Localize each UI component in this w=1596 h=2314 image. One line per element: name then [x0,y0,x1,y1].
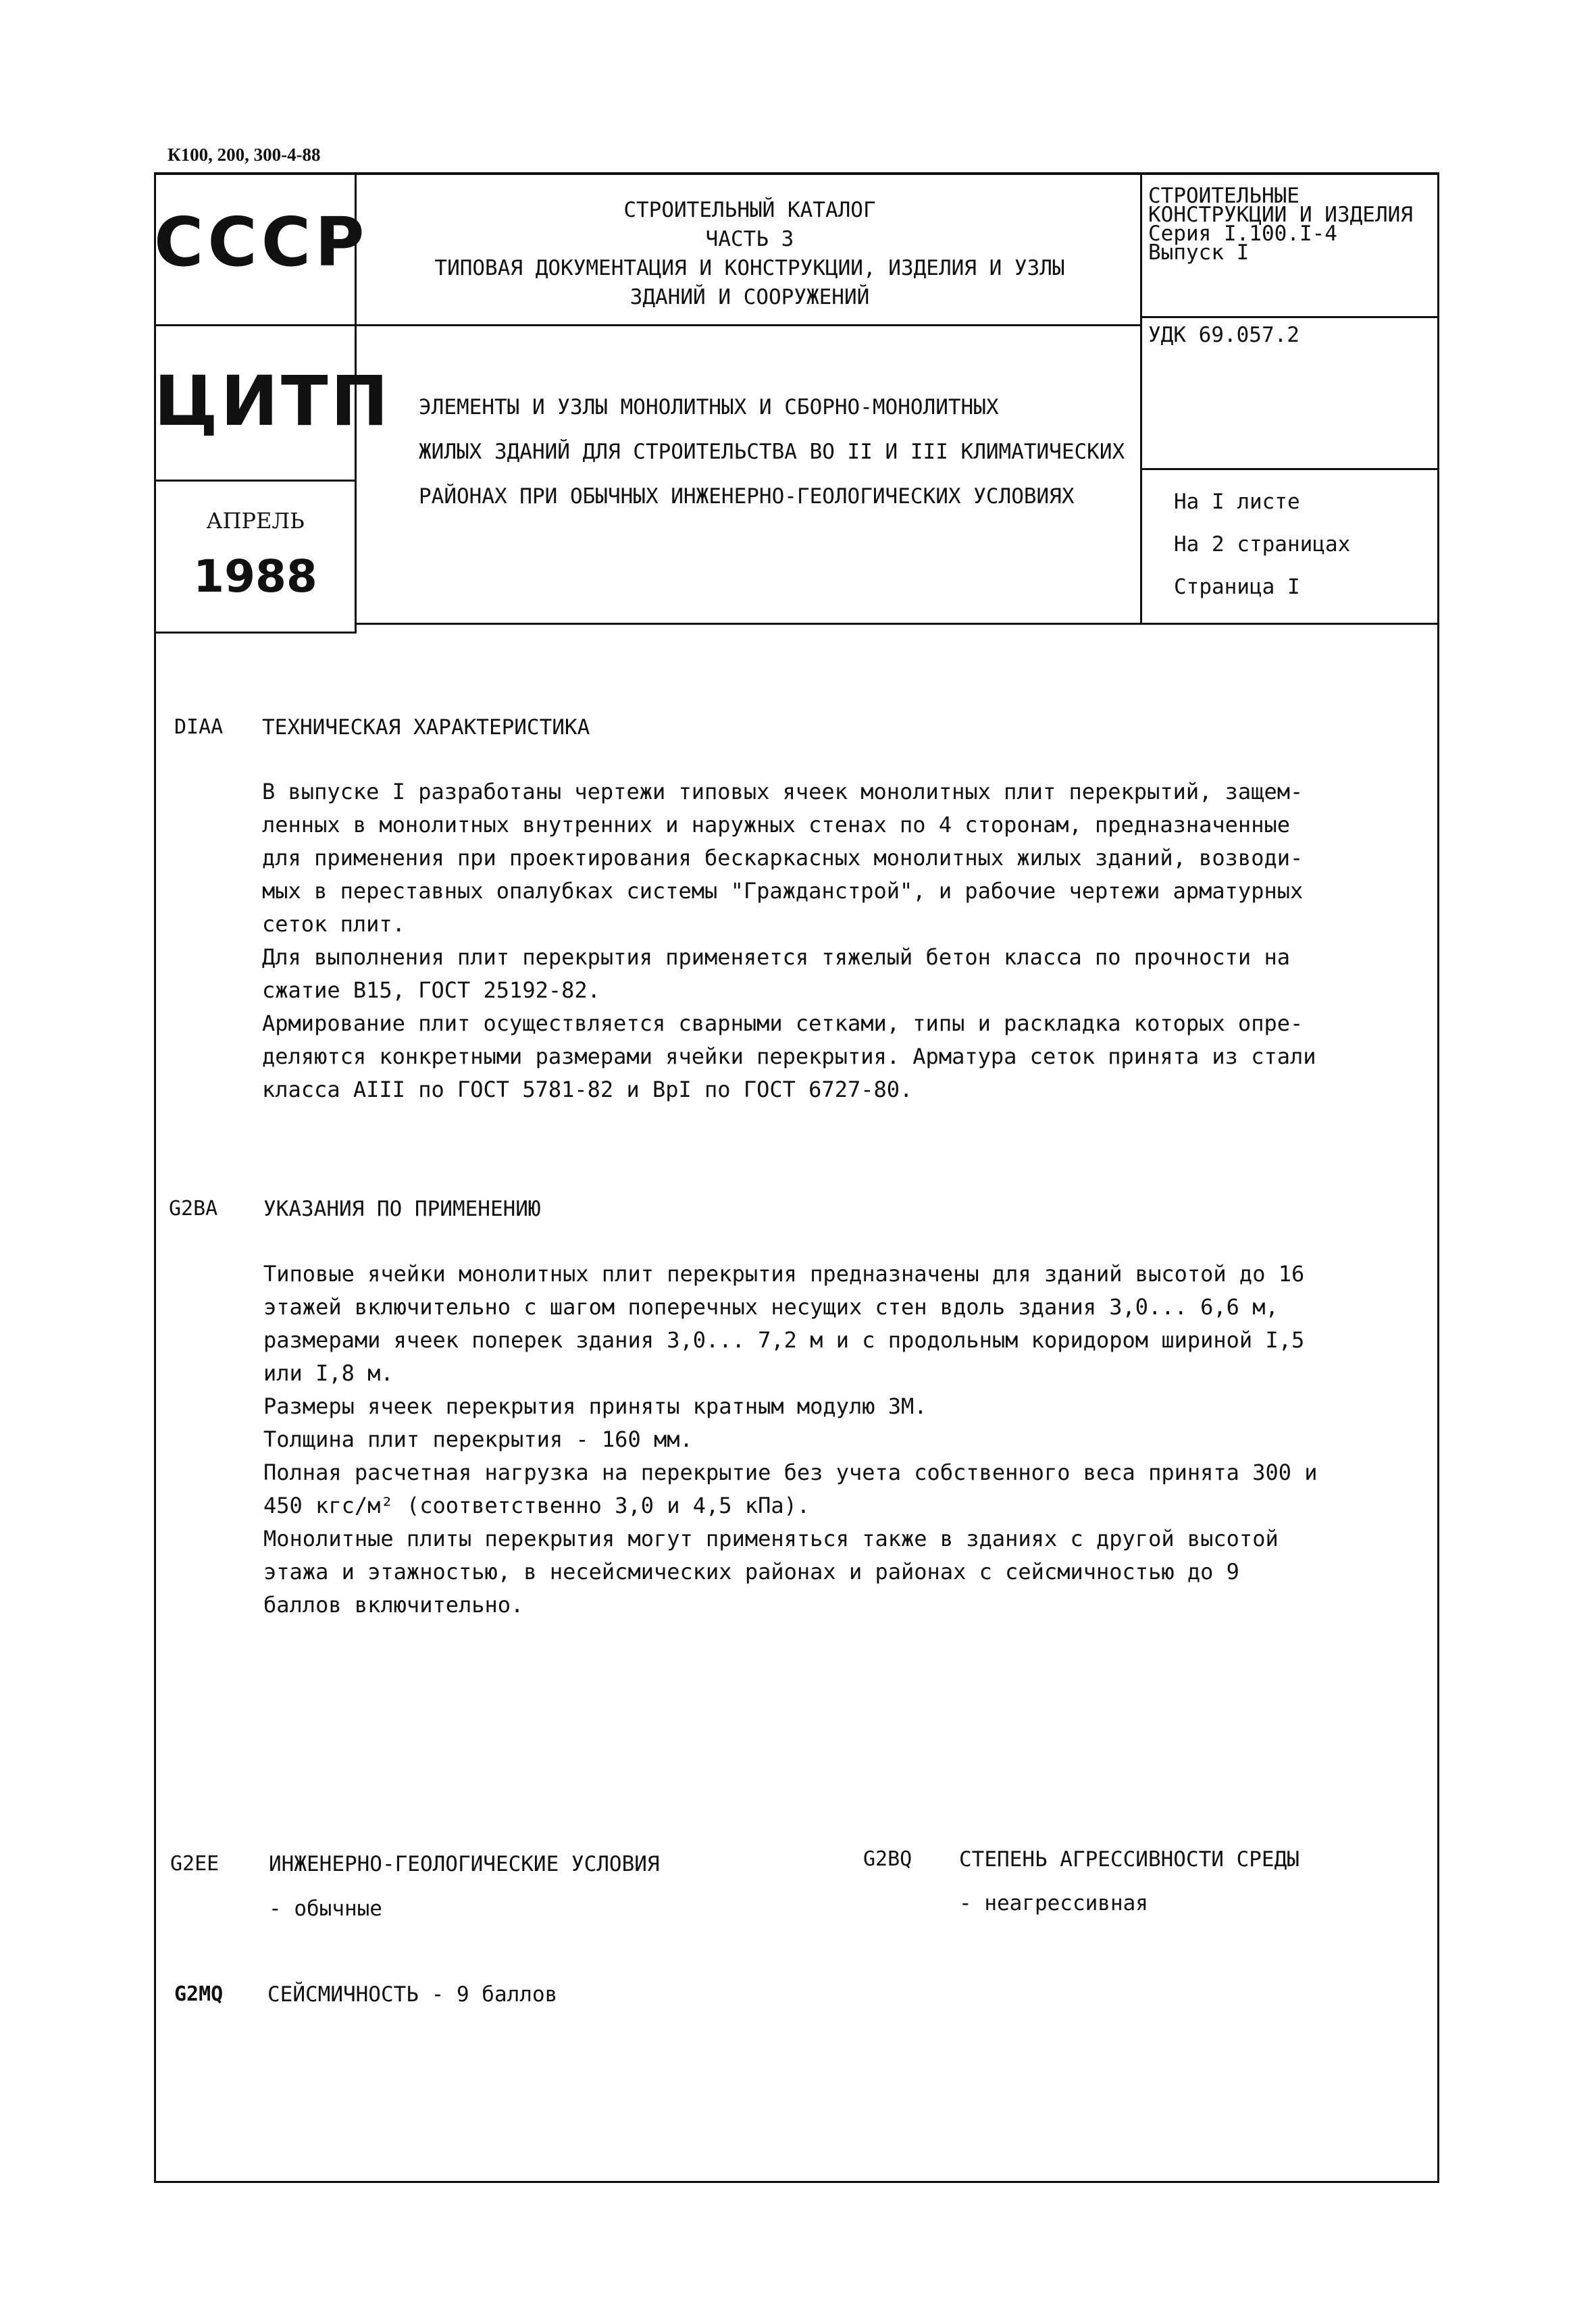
sheets-count: На I листе [1174,490,1300,514]
text-line: Монолитные плиты перекрытия могут применяться также в зданиях с другой высотой [263,1526,1279,1551]
text-line: класса АIII по ГОСТ 5781-82 и ВрI по ГОСТ 6727-80. [262,1077,913,1102]
section-value-geo: - обычные [269,1897,382,1921]
section-code-usage: G2BA [169,1197,218,1220]
section-heading-usage: УКАЗАНИЯ ПО ПРИМЕНЕНИЮ [263,1197,541,1221]
title-line: РАЙОНАХ ПРИ ОБЫЧНЫХ ИНЖЕНЕРНО-ГЕОЛОГИЧЕСКИХ УСЛОВИЯХ [419,484,1075,509]
series-line: СТРОИТЕЛЬНЫЕ [1148,184,1299,208]
section-value-aggr: - неагрессивная [959,1891,1148,1916]
pages-count: На 2 страницах [1174,532,1351,557]
section-value-seism: - 9 баллов [431,1982,558,2007]
text-line: или I,8 м. [263,1360,394,1386]
text-line: Толщина плит перекрытия - 160 мм. [263,1426,693,1452]
section-text-tech [262,775,1316,1106]
org-cccp: СССР [154,203,369,282]
text-line: деляются конкретными размерами ячейки перекрытия. Арматура сеток принята из стали [262,1044,1316,1069]
text-line: 450 кгс/м² (соответственно 3,0 и 4,5 кПа). [263,1493,810,1518]
text-line: Армирование плит осуществляется сварными сетками, типы и раскладка которых опре- [262,1010,1304,1036]
text-line: В выпуске I разработаны чертежи типовых ячеек монолитных плит перекрытий, защем- [262,779,1304,804]
section-heading-aggr: СТЕПЕНЬ АГРЕССИВНОСТИ СРЕДЫ [959,1847,1299,1872]
catalog-line: СТРОИТЕЛЬНЫЙ КАТАЛОГ [623,198,876,222]
divider-cccp [154,324,357,326]
section-text-usage [263,1258,1318,1622]
text-line: баллов включительно. [263,1592,524,1618]
section-heading-geo: ИНЖЕНЕРНО-ГЕОЛОГИЧЕСКИЕ УСЛОВИЯ [269,1852,660,1876]
catalog-line: ЧАСТЬ 3 [705,227,794,251]
divider-udk [1140,468,1439,470]
text-line: этажей включительно с шагом поперечных несущих стен вдоль здания 3,0... 6,6 м, [263,1294,1279,1320]
text-line: Типовые ячейки монолитных плит перекрытия предназначены для зданий высотой до 16 [263,1261,1305,1287]
text-line: этажа и этажностью, в несейсмических районах и районах с сейсмичностью до 9 [263,1559,1239,1585]
divider-year-bottom [154,632,357,634]
section-code-tech: DIAA [174,715,224,739]
text-line: сжатие В15, ГОСТ 25192-82. [262,977,600,1003]
title-line: ЭЛЕМЕНТЫ И УЗЛЫ МОНОЛИТНЫХ И СБОРНО-МОНОЛИТНЫХ [419,395,999,419]
divider-header-bottom [357,623,1439,625]
page-number: Страница I [1174,575,1300,599]
catalog-title [365,196,1135,312]
sheet-info [1174,481,1350,609]
text-line: сеток плит. [262,911,405,937]
section-heading-tech: ТЕХНИЧЕСКАЯ ХАРАКТЕРИСТИКА [262,715,590,740]
issue-year: 1988 [193,550,317,602]
section-code-seism: G2MQ [174,1982,224,2006]
text-line: Полная расчетная нагрузка на перекрытие без учета собственного веса принята 300 и [263,1460,1318,1485]
series-line: КОНСТРУКЦИИ И ИЗДЕЛИЯ [1148,203,1413,227]
divider-right [1140,172,1142,625]
text-line: ленных в монолитных внутренних и наружных стенах по 4 сторонам, предназначенные [262,812,1290,838]
text-line: размерами ячеек поперек здания 3,0... 7,2 м и с продольным коридором шириной I,5 [263,1327,1305,1353]
catalog-line: ЗДАНИЙ И СООРУЖЕНИЙ [629,285,870,309]
section-code-geo: G2EE [170,1852,220,1876]
text-line: Размеры ячеек перекрытия приняты кратным модулю 3М. [263,1393,927,1419]
series-line: Выпуск I [1148,240,1250,265]
divider-catalog [357,324,1140,326]
document-title [419,385,1125,519]
divider-series [1140,316,1439,318]
text-line: Для выполнения плит перекрытия применяется тяжелый бетон класса по прочности на [262,944,1290,970]
section-code-aggr: G2BQ [863,1847,912,1871]
document-code: К100, 200, 300-4-88 [168,145,321,165]
series-info [1148,184,1413,265]
org-citp: ЦИТП [154,361,391,442]
section-seism-line [267,1982,557,2007]
divider-citp [154,480,357,482]
section-heading-seism: СЕЙСМИЧНОСТЬ [267,1982,419,2007]
text-line: мых в переставных опалубках системы "Гражданстрой", и рабочие чертежи арматурных [262,878,1304,904]
title-line: ЖИЛЫХ ЗДАНИЙ ДЛЯ СТРОИТЕЛЬСТВА ВО II И III КЛИМАТИЧЕСКИХ [419,440,1125,464]
text-line: для применения при проектирования бескаркасных монолитных жилых зданий, возводи- [262,845,1304,871]
catalog-line: ТИПОВАЯ ДОКУМЕНТАЦИЯ И КОНСТРУКЦИИ, ИЗДЕЛИЯ И УЗЛЫ [434,256,1065,280]
issue-month: АПРЕЛЬ [206,508,305,534]
series-line: Серия I.100.I-4 [1148,222,1337,246]
udk: УДК 69.057.2 [1148,323,1299,347]
